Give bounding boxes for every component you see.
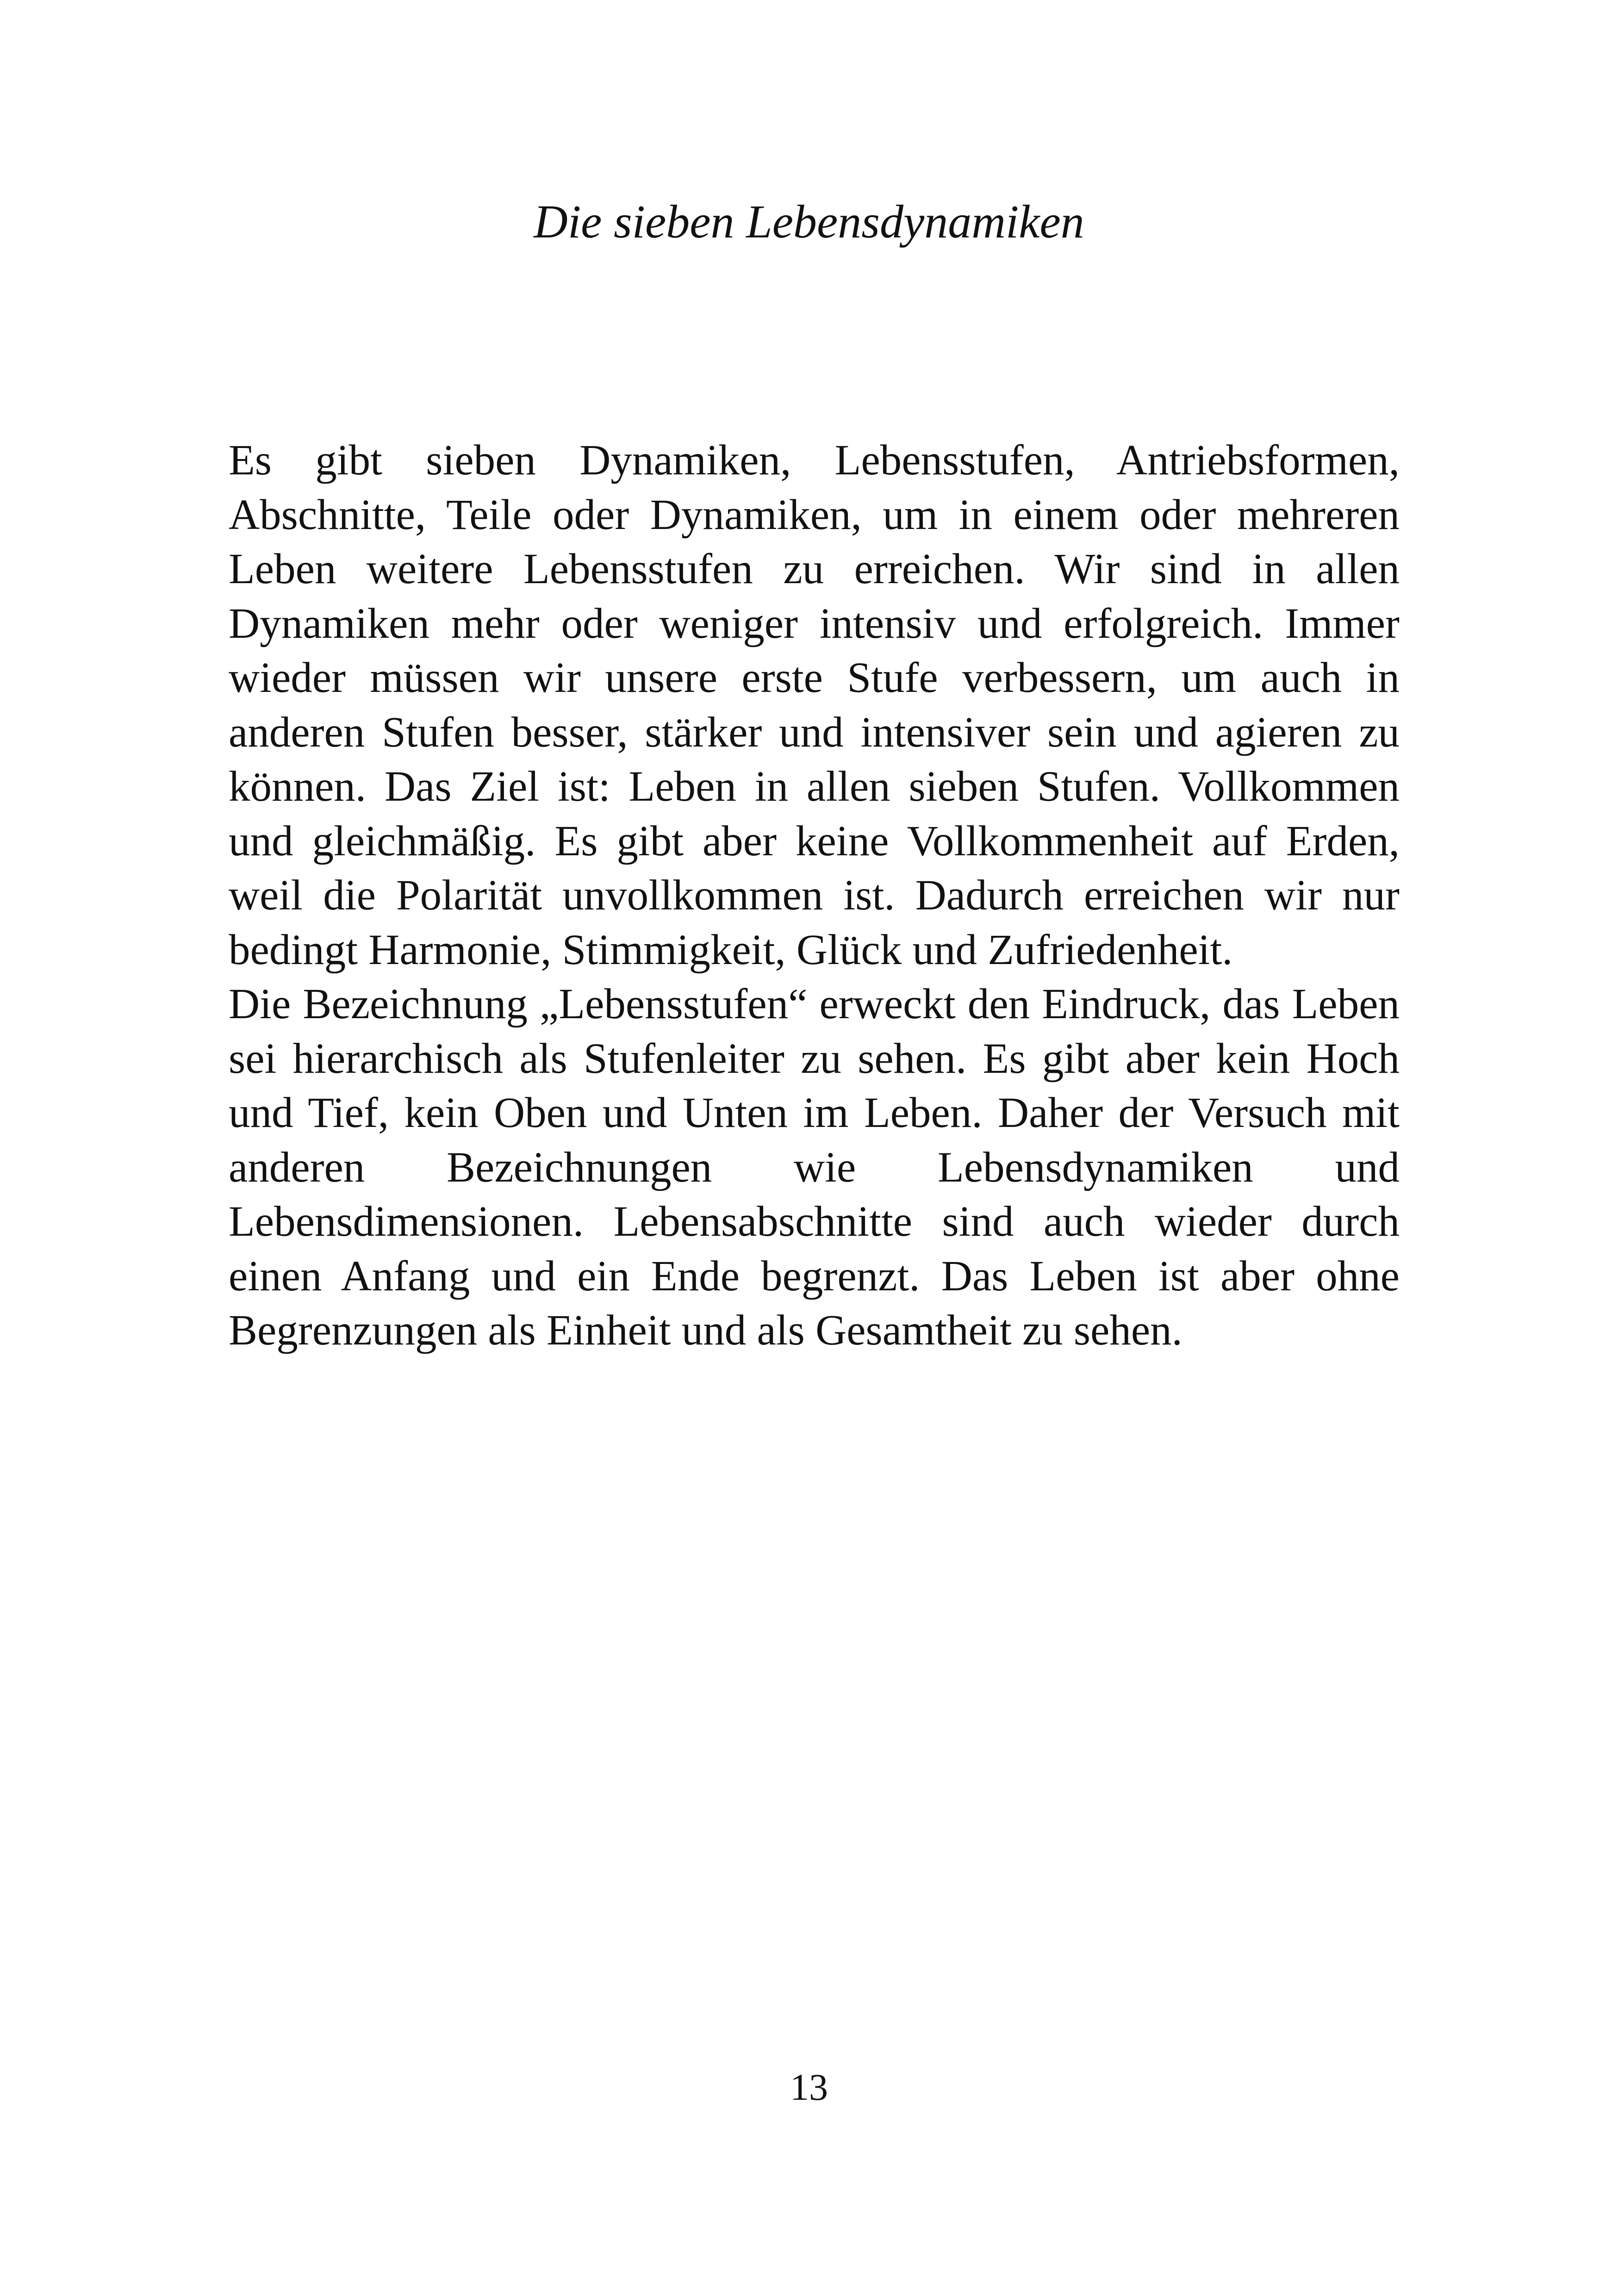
page-title: Die sieben Lebensdynamiken (534, 196, 1084, 248)
paragraph-2: Die Bezeichnung „Lebensstufen“ erweckt den Eindruck, das Leben sei hierarchisch als Stufenleiter zu sehen. Es gibt aber kein Hoch und Tief, kein Oben und Unten im Leben. Daher der Versuch mit anderen Bezeichnungen wie Lebensdynamiken und Lebensdimensionen. Lebensabschnitte sind auch wieder durch einen Anfang und ein Ende begrenzt. Das Leben ist aber ohne Begrenzungen als Einheit und als Gesamtheit zu sehen. (229, 980, 1400, 1354)
body-text (229, 433, 1400, 1358)
page-number: 13 (790, 2066, 828, 2108)
paragraph-1: Es gibt sieben Dynamiken, Lebensstufen, Antriebsformen, Abschnitte, Teile oder Dynamiken, um in einem oder mehreren Leben weitere Lebensstufen zu erreichen. Wir sind in allen Dynamiken mehr oder weniger intensiv und erfolgreich. Immer wieder müssen wir unsere erste Stufe verbessern, um auch in anderen Stufen besser, stärker und intensiver sein und agieren zu können. Das Ziel ist: Leben in allen sieben Stufen. Vollkommen und gleichmäßig. Es gibt aber keine Vollkommenheit auf Erden, weil die Polarität unvollkommen ist. Dadurch erreichen wir nur bedingt Harmonie, Stimmigkeit, Glück und Zufriedenheit. (229, 436, 1400, 974)
